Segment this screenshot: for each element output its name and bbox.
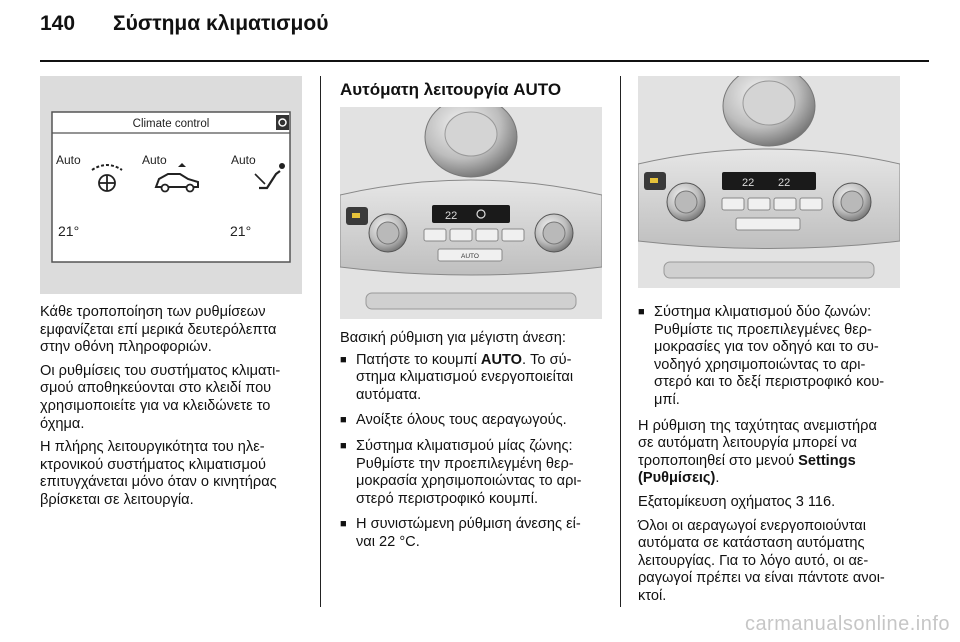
bullet-single-zone: ■ Σύστημα κλιματισμού μίας ζώνης: Ρυθμίστε την προεπιλεγμένη θερ- μοκρασία χρησιμοποιώντας το αρι- στερό περιστροφικό κουμπί. xyxy=(340,437,582,507)
panel-temp-reading: 22 xyxy=(445,210,458,222)
cross-reference-arrow-icon: 3 xyxy=(795,493,804,510)
section-heading: Αυτόματη λειτουργία AUTO xyxy=(340,80,562,99)
bullet-dual-zone: ■ Σύστημα κλιματισμού δύο ζωνών: Ρυθμίστε τις προεπιλεγμένες θερ- μοκρασίες για τον οδηγό και το συ- νοδηγό χρησιμοποιώντας το αρι- στερό και το δεξί περιστροφικό κου- μπί. xyxy=(638,304,885,408)
paragraph-settings-stored: Οι ρυθμίσεις του συστήματος κλιματι- σμού αποθηκεύονται στο κλειδί που χρησιμοποιείτε για να κλειδώνετε το όχημα. xyxy=(40,362,281,432)
paragraph-vents-open: Όλοι οι αεραγωγοί ενεργοποιούνται αυτόματα σε κατάσταση αυτόματης λειτουργίας. Για το λόγο αυτό, οι αε- ραγωγοί πρέπει να είναι πάντοτε ανοι- κτοί. xyxy=(638,517,885,604)
auto-label-left: Auto xyxy=(56,153,81,167)
auto-label-right: Auto xyxy=(231,153,256,167)
climate-display-figure xyxy=(40,76,302,294)
panel-temp-left-reading: 22 xyxy=(742,177,755,189)
watermark: carmanualsonline.info xyxy=(744,613,950,635)
column-divider-left xyxy=(320,76,321,607)
screen-title: Climate control xyxy=(132,118,210,130)
paragraph-functionality: Η πλήρης λειτουργικότητα του ηλε- κτρονικού συστήματος κλιματισμού επιτυγχάνεται μόνο όταν ο κινητήρας βρίσκεται σε λειτουργία. xyxy=(40,439,277,508)
page-number: 140 xyxy=(40,12,76,35)
paragraph-personalization: Εξατομίκευση οχήματος 3 116. xyxy=(638,493,836,510)
page-title: Σύστημα κλιματισμού xyxy=(113,12,329,35)
panel-temp-right-reading: 22 xyxy=(778,177,791,189)
auto-label-middle: Auto xyxy=(142,153,167,167)
bullet-press-auto: ■ Πατήστε το κουμπί AUTO. Το σύ- στημα κλιματισμού ενεργοποιείται αυτόματα. xyxy=(340,351,574,403)
column-divider-right xyxy=(620,76,621,607)
single-zone-panel-figure xyxy=(340,107,602,319)
temperature-left: 21° xyxy=(58,223,80,239)
dual-zone-panel-figure xyxy=(638,76,900,288)
panel-auto-button-label: AUTO xyxy=(461,253,479,260)
paragraph-settings-shown: Κάθε τροποποίηση των ρυθμίσεων εμφανίζεται επί μερικά δευτερόλεπτα στην οθόνη πληροφοριών. xyxy=(40,304,277,356)
bullet-open-vents: ■ Ανοίξτε όλους τους αεραγωγούς. xyxy=(340,412,567,429)
header-rule xyxy=(40,60,929,62)
paragraph-fan-speed: Η ρύθμιση της ταχύτητας ανεμιστήρα σε αυτόματη λειτουργία μπορεί να τροποποιηθεί στο μενού Settings (Ρυθμίσεις). xyxy=(638,417,877,487)
settings-icon xyxy=(276,115,289,130)
intro-text: Βασική ρύθμιση για μέγιστη άνεση: xyxy=(340,330,566,346)
bullet-recommended: ■ Η συνιστώμενη ρύθμιση άνεσης εί- ναι 22 °C. xyxy=(340,516,581,550)
temperature-right: 21° xyxy=(230,223,252,239)
